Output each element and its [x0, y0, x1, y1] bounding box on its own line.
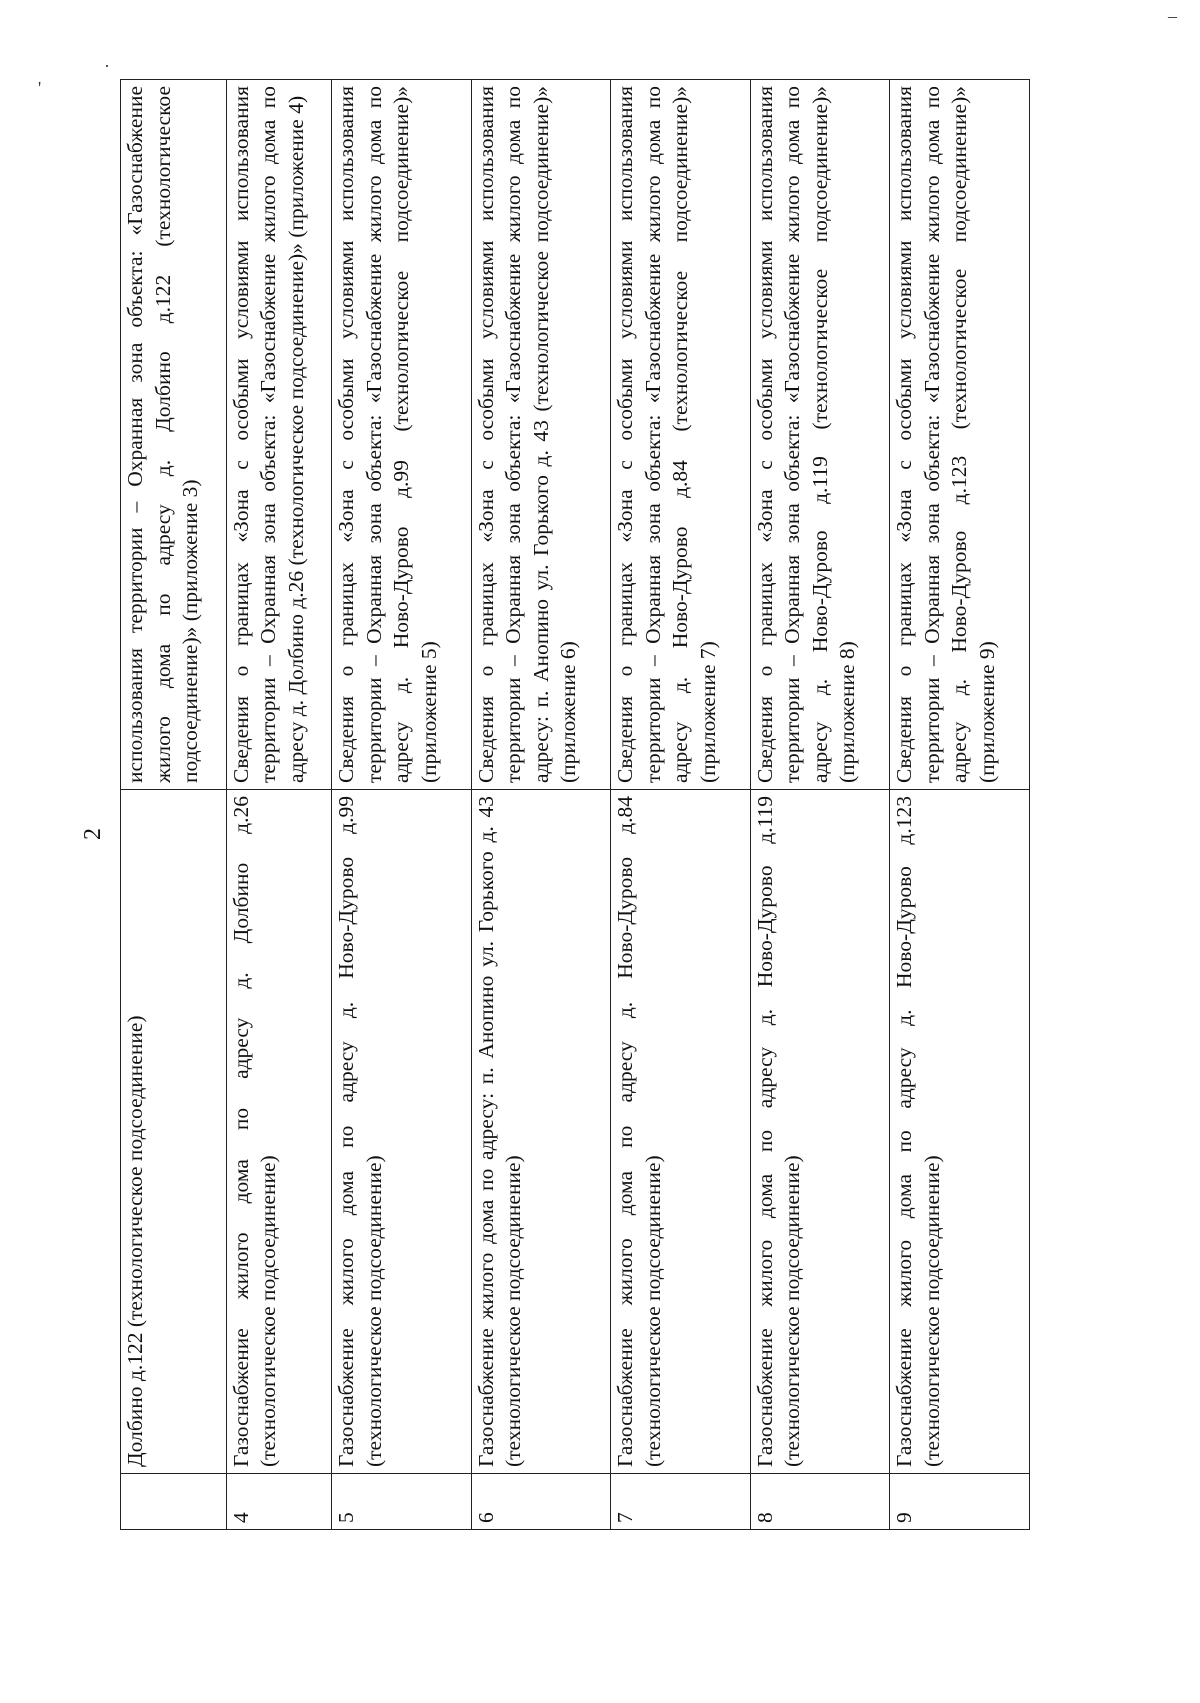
scan-speck: · — [104, 56, 110, 76]
scan-speck: ' — [38, 78, 42, 98]
row-number: 9 — [890, 1474, 1030, 1530]
zone-info: Сведения о границах «Зона с особыми условиями использования территории – Охранная зона объекта: «Газоснабжение жилого дома по адресу д. Долбино д.26 (технологическое подсоединение)» (приложение 4) — [226, 80, 332, 790]
objects-table — [120, 79, 1030, 1530]
object-name: Газоснабжение жилого дома по адресу д. Ново-Дурово д.84 (технологическое подсоединение) — [611, 790, 751, 1474]
zone-info: Сведения о границах «Зона с особыми условиями использования территории – Охранная зона объекта: «Газоснабжение жилого дома по адресу д. Ново-Дурово д.123 (технологическое подсоединение)» (приложение 9) — [890, 80, 1030, 790]
zone-info: использования территории – Охранная зона объекта: «Газоснабжение жилого дома по адресу д. Долбино д.122 (технологическое подсоединение)» (приложение 3) — [121, 80, 227, 790]
table-row — [332, 80, 472, 1530]
zone-info: Сведения о границах «Зона с особыми условиями использования территории – Охранная зона объекта: «Газоснабжение жилого дома по адресу: п. Анопино ул. Горького д. 43 (технологическое подсоединение)» (приложение 6) — [471, 80, 611, 790]
table-row — [750, 80, 890, 1530]
page-number: 2 — [80, 828, 106, 840]
scan-speck: – — [1168, 6, 1177, 26]
zone-info: Сведения о границах «Зона с особыми условиями использования территории – Охранная зона объекта: «Газоснабжение жилого дома по адресу д. Ново-Дурово д.84 (технологическое подсоединение)» (приложение 7) — [611, 80, 751, 790]
row-number: 5 — [332, 1474, 472, 1530]
table-row — [226, 80, 332, 1530]
row-number: 8 — [750, 1474, 890, 1530]
table-row — [471, 80, 611, 1530]
row-number: 4 — [226, 1474, 332, 1530]
object-name: Долбино д.122 (технологическое подсоединение) — [121, 790, 227, 1474]
row-number — [121, 1474, 227, 1530]
rotated-table-wrapper — [120, 80, 1030, 1530]
table-row — [611, 80, 751, 1530]
row-number: 6 — [471, 1474, 611, 1530]
object-name: Газоснабжение жилого дома по адресу д. Ново-Дурово д.123 (технологическое подсоединение) — [890, 790, 1030, 1474]
object-name: Газоснабжение жилого дома по адресу д. Ново-Дурово д.119 (технологическое подсоединение) — [750, 790, 890, 1474]
table-row — [890, 80, 1030, 1530]
zone-info: Сведения о границах «Зона с особыми условиями использования территории – Охранная зона объекта: «Газоснабжение жилого дома по адресу д. Ново-Дурово д.99 (технологическое подсоединение)» (приложение 5) — [332, 80, 472, 790]
table-row — [121, 80, 227, 1530]
object-name: Газоснабжение жилого дома по адресу д. Долбино д.26 (технологическое подсоединение) — [226, 790, 332, 1474]
object-name: Газоснабжение жилого дома по адресу: п. Анопино ул. Горького д. 43 (технологическое подсоединение) — [471, 790, 611, 1474]
zone-info: Сведения о границах «Зона с особыми условиями использования территории – Охранная зона объекта: «Газоснабжение жилого дома по адресу д. Ново-Дурово д.119 (технологическое подсоединение)» (приложение 8) — [750, 80, 890, 790]
object-name: Газоснабжение жилого дома по адресу д. Ново-Дурово д.99 (технологическое подсоединение) — [332, 790, 472, 1474]
row-number: 7 — [611, 1474, 751, 1530]
